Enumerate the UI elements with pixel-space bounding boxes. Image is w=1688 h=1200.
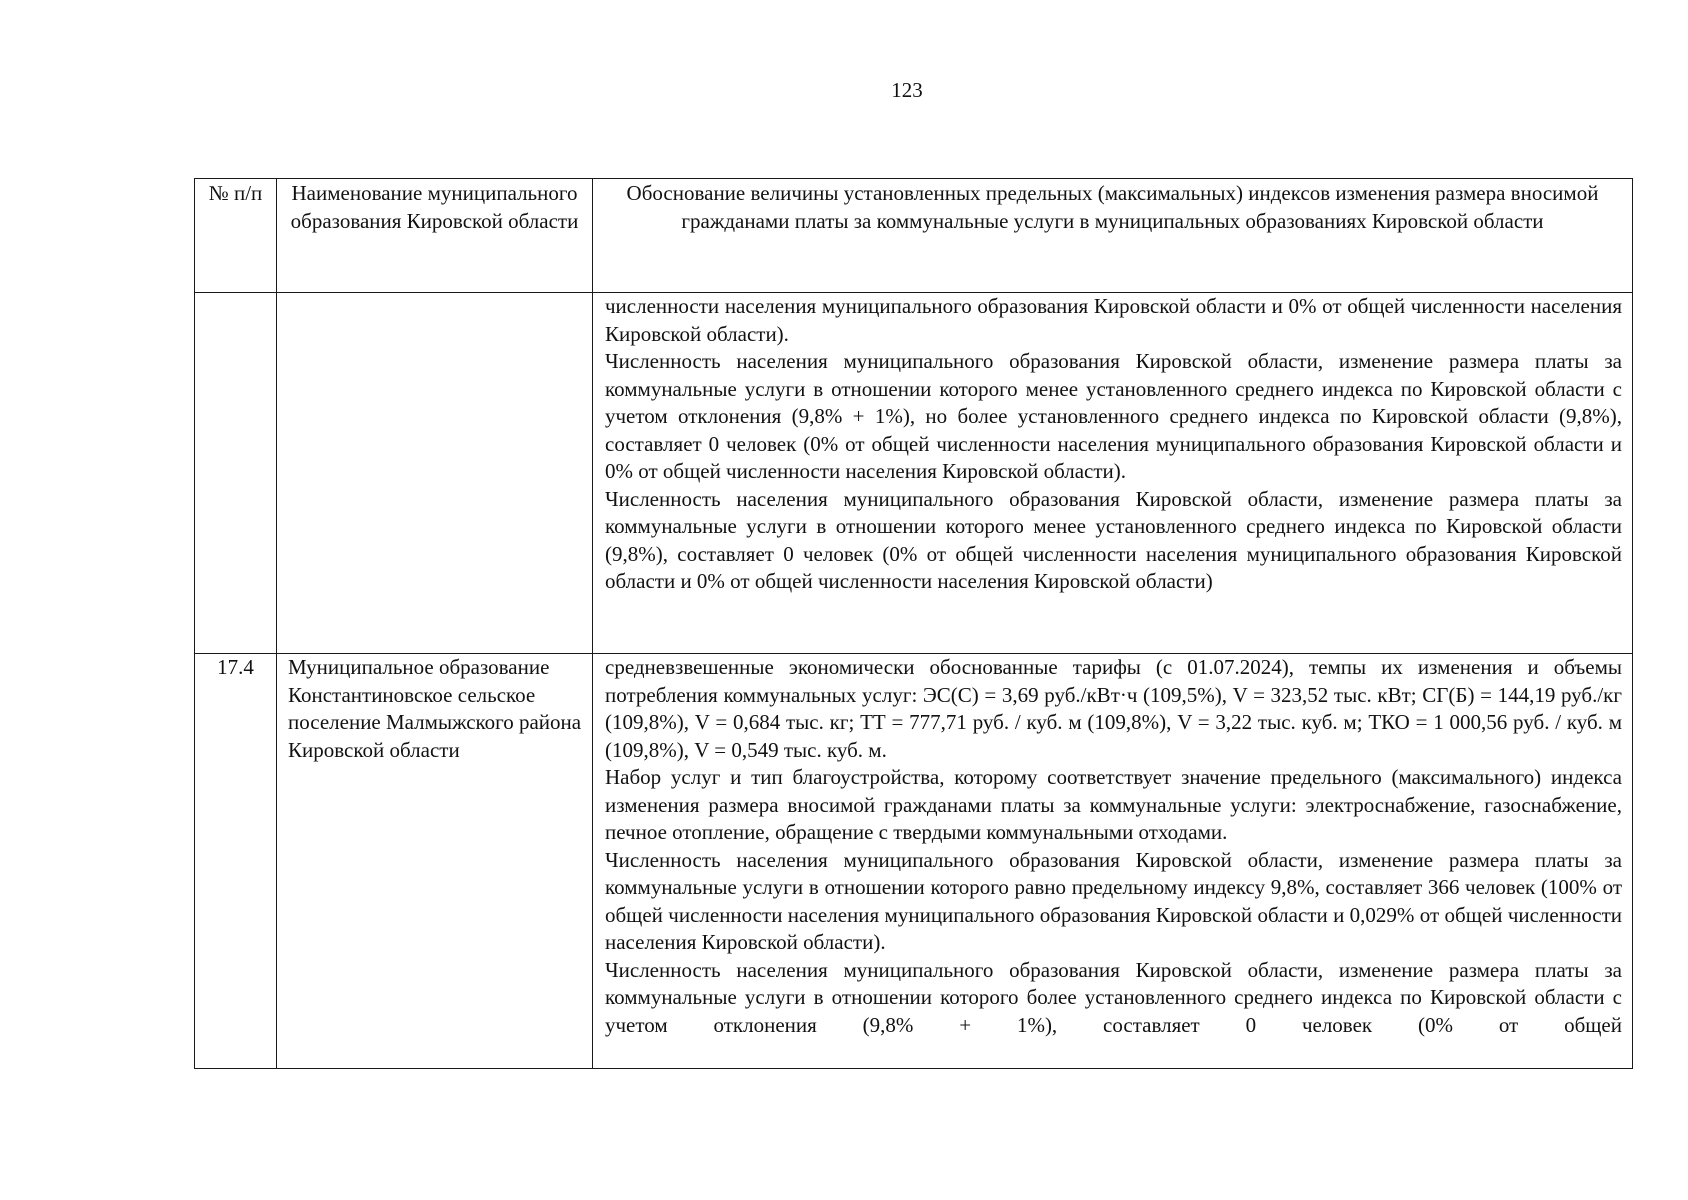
tariff-justification-table <box>194 178 1633 1069</box>
header-justification: Обоснование величины установленных предельных (максимальных) индексов изменения размера вносимой гражданами платы за коммунальные услуги в муниципальных образованиях Кировской области <box>593 179 1633 293</box>
row-justification <box>593 654 1633 1069</box>
row-number: 17.4 <box>195 654 277 1069</box>
table-header-row <box>195 179 1633 293</box>
row-number <box>195 293 277 654</box>
table-row <box>195 293 1633 654</box>
header-municipality-name: Наименование муниципального образования Кировской области <box>277 179 593 293</box>
justification-paragraph: Численность населения муниципального образования Кировской области, изменение размера платы за коммунальные услуги в отношении которого равно предельному индексу 9,8%, составляет 366 человек (100% от общей численности населения муниципального образования Кировской области и 0,029% от общей численности населения Кировской области). <box>605 847 1622 954</box>
page-number: 123 <box>891 78 923 102</box>
row-justification <box>593 293 1633 654</box>
row-municipality-name <box>277 293 593 654</box>
justification-paragraph: Численность населения муниципального образования Кировской области, изменение размера платы за коммунальные услуги в отношении которого менее установленного среднего индекса по Кировской области (9,8%), составляет 0 человек (0% от общей численности населения муниципального образования Кировской области и 0% от общей численности населения Кировской области) <box>605 486 1622 593</box>
justification-paragraph: численности населения муниципального образования Кировской области и 0% от общей численности населения Кировской области). <box>605 294 1622 346</box>
table-row <box>195 654 1633 1069</box>
justification-paragraph: средневзвешенные экономически обоснованные тарифы (с 01.07.2024), темпы их изменения и объемы потребления коммунальных услуг: ЭС(С) = 3,69 руб./кВт·ч (109,5%), V = 323,52 тыс. кВт; СГ(Б) = 144,19 руб./кг (109,8%), V = 0,684 тыс. кг; ТТ = 777,71 руб. / куб. м (109,8%), V = 3,22 тыс. куб. м; ТКО = 1 000,56 руб. / куб. м (109,8%), V = 0,549 тыс. куб. м. <box>605 655 1622 762</box>
justification-paragraph: Численность населения муниципального образования Кировской области, изменение размера платы за коммунальные услуги в отношении которого более установленного среднего индекса по Кировской области с учетом отклонения (9,8% + 1%), составляет 0 человек (0% от общей <box>605 957 1622 1037</box>
row-municipality-name: Муниципальное образование Константиновское сельское поселение Малмыжского района Кировской области <box>277 654 593 1069</box>
justification-paragraph: Набор услуг и тип благоустройства, которому соответствует значение предельного (максимального) индекса изменения размера вносимой гражданами платы за коммунальные услуги: электроснабжение, газоснабжение, печное отопление, обращение с твердыми коммунальными отходами. <box>605 765 1622 844</box>
header-number: № п/п <box>195 179 277 293</box>
justification-paragraph: Численность населения муниципального образования Кировской области, изменение размера платы за коммунальные услуги в отношении которого менее установленного среднего индекса по Кировской области с учетом отклонения (9,8% + 1%), но более установленного среднего индекса по Кировской области (9,8%), составляет 0 человек (0% от общей численности населения муниципального образования Кировской области и 0% от общей численности населения Кировской области). <box>605 349 1622 483</box>
